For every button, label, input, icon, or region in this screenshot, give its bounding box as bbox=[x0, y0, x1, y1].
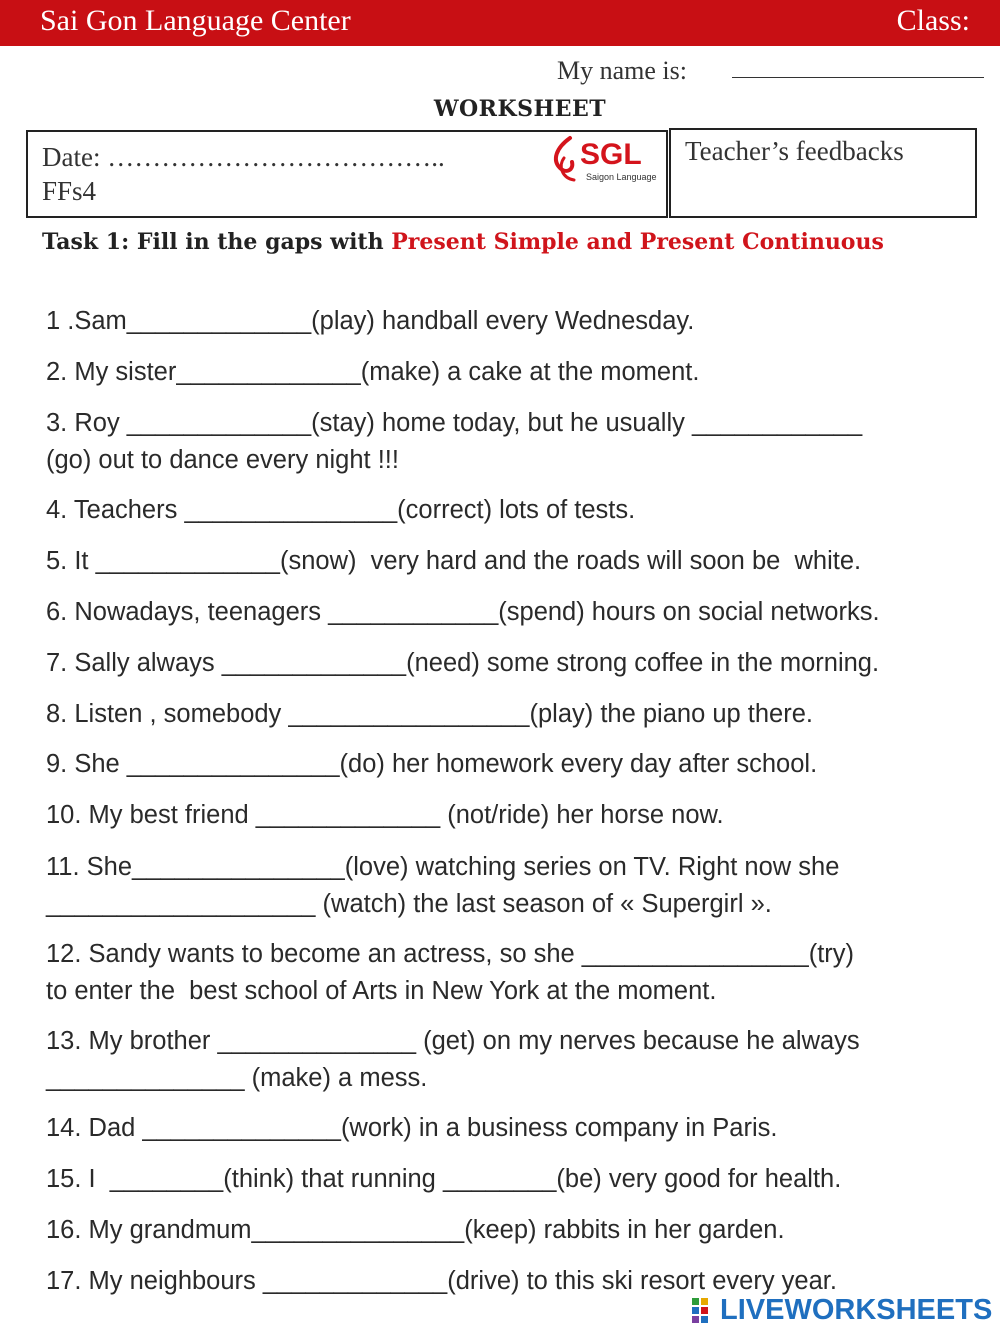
question-line: 15. I ________(think) that running ________(be) very good for health. bbox=[46, 1165, 842, 1193]
feedback-label: Teacher’s feedbacks bbox=[685, 136, 904, 166]
task-prefix: Task 1: Fill in the gaps with bbox=[42, 229, 392, 255]
question-line: 3. Roy _____________(stay) home today, but he usually ____________ bbox=[46, 409, 863, 437]
question-line: ______________ (make) a mess. bbox=[46, 1064, 428, 1092]
question-line: 7. Sally always _____________(need) some strong coffee in the morning. bbox=[46, 649, 880, 677]
question-line: 4. Teachers _______________(correct) lots of tests. bbox=[46, 496, 636, 524]
date-label: Date: ……………………………….. bbox=[42, 142, 445, 172]
name-line bbox=[732, 77, 984, 78]
task-heading bbox=[42, 226, 942, 258]
liveworksheets-watermark bbox=[692, 1294, 992, 1328]
question-15 bbox=[46, 1161, 966, 1198]
question-line: 5. It _____________(snow) very hard and the roads will soon be white. bbox=[46, 547, 862, 575]
name-label: My name is: bbox=[557, 56, 687, 85]
liveworksheets-grid-icon bbox=[692, 1298, 718, 1324]
question-3 bbox=[46, 405, 966, 479]
question-line: 1 .Sam_____________(play) handball every Wednesday. bbox=[46, 307, 695, 335]
question-2 bbox=[46, 354, 966, 391]
question-line: 8. Listen , somebody _________________(play) the piano up there. bbox=[46, 700, 813, 728]
question-4 bbox=[46, 492, 966, 529]
logo-subtext: Saigon Language bbox=[586, 172, 657, 182]
feedback-box bbox=[669, 128, 977, 218]
worksheet-title: WORKSHEET bbox=[433, 96, 607, 122]
question-11 bbox=[46, 849, 966, 923]
sgl-logo bbox=[548, 134, 658, 186]
class-label: Class: bbox=[896, 4, 970, 37]
question-line: 16. My grandmum_______________(keep) rabbits in her garden. bbox=[46, 1216, 785, 1244]
question-line: 14. Dad ______________(work) in a business company in Paris. bbox=[46, 1114, 778, 1142]
question-line: 2. My sister_____________(make) a cake at the moment. bbox=[46, 358, 700, 386]
header-bar bbox=[0, 0, 1000, 46]
question-7 bbox=[46, 645, 966, 682]
question-6 bbox=[46, 594, 966, 631]
question-line: 13. My brother ______________ (get) on my nerves because he always bbox=[46, 1027, 860, 1055]
sgl-swirl-icon bbox=[548, 134, 582, 184]
question-16 bbox=[46, 1212, 966, 1249]
question-13 bbox=[46, 1023, 966, 1097]
question-line: ___________________ (watch) the last season of « Supergirl ». bbox=[46, 890, 772, 918]
date-box bbox=[26, 130, 668, 218]
logo-text: SGL bbox=[580, 138, 642, 171]
question-line: 11. She_______________(love) watching series on TV. Right now she bbox=[46, 853, 840, 881]
question-line: 9. She _______________(do) her homework every day after school. bbox=[46, 750, 818, 778]
center-name: Sai Gon Language Center bbox=[40, 4, 351, 37]
watermark-text: LIVEWORKSHEETS bbox=[720, 1294, 993, 1326]
question-14 bbox=[46, 1110, 966, 1147]
question-10 bbox=[46, 797, 966, 834]
question-8 bbox=[46, 696, 966, 733]
question-line: 17. My neighbours _____________(drive) to this ski resort every year. bbox=[46, 1267, 837, 1295]
question-line: 12. Sandy wants to become an actress, so she ________________(try) bbox=[46, 940, 855, 968]
question-1 bbox=[46, 303, 966, 340]
task-highlight: Present Simple and Present Continuous bbox=[391, 229, 884, 255]
question-5 bbox=[46, 543, 966, 580]
question-9 bbox=[46, 746, 966, 783]
question-line: 10. My best friend _____________ (not/ride) her horse now. bbox=[46, 801, 724, 829]
question-12 bbox=[46, 936, 966, 1010]
question-line: 6. Nowadays, teenagers ____________(spend) hours on social networks. bbox=[46, 598, 880, 626]
question-line: to enter the best school of Arts in New York at the moment. bbox=[46, 977, 717, 1005]
question-line: (go) out to dance every night !!! bbox=[46, 446, 399, 474]
class-code: FFs4 bbox=[42, 176, 97, 206]
